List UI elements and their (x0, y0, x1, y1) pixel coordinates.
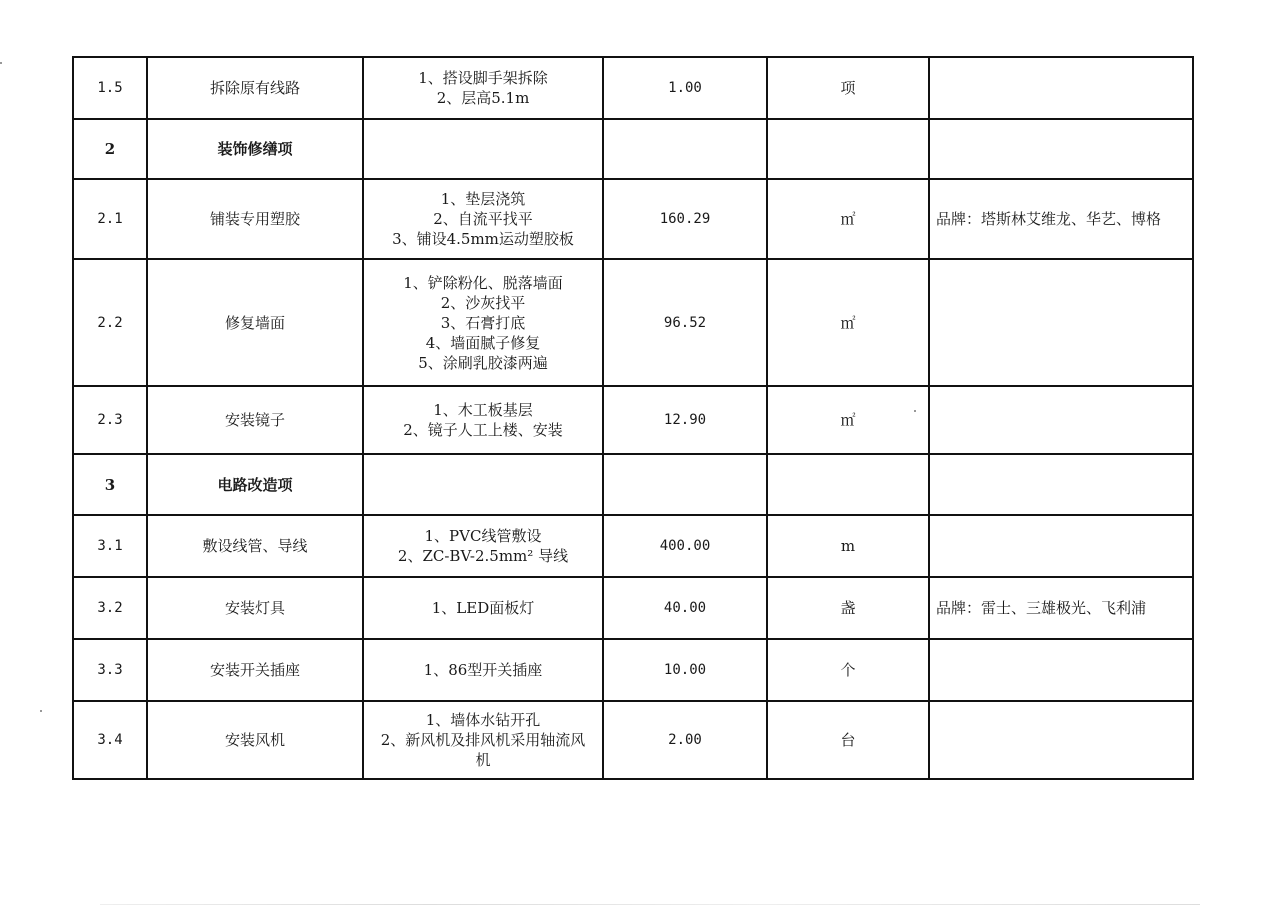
quantity-cell: 96.52 (603, 259, 767, 386)
unit-cell: 个 (767, 639, 929, 701)
table-row (73, 386, 1193, 454)
remark-cell (929, 259, 1193, 386)
description-line: 4、墙面腻子修复 (425, 333, 541, 352)
description-line: 机 (475, 751, 491, 769)
description-line: 3、铺设4.5mm运动塑胶板 (392, 230, 574, 248)
item-number-cell: 2.2 (73, 259, 147, 386)
item-description-cell (363, 639, 603, 701)
table-row (73, 179, 1193, 259)
item-description-cell (363, 386, 603, 454)
table-row (73, 577, 1193, 639)
item-name-cell: 安装镜子 (147, 386, 363, 454)
remark-cell (929, 386, 1193, 454)
unit-cell (767, 119, 929, 179)
item-description-cell (363, 259, 603, 386)
unit-cell: m (767, 515, 929, 577)
item-name-cell: 电路改造项 (147, 454, 363, 515)
description-line: 2、自流平找平 (433, 210, 533, 228)
item-description-cell (363, 701, 603, 779)
item-description-cell (363, 454, 603, 515)
unit-cell: 台 (767, 701, 929, 779)
description-line: 1、搭设脚手架拆除 (418, 69, 548, 87)
unit-cell: 盏 (767, 577, 929, 639)
remark-cell (929, 701, 1193, 779)
item-number-cell: 3.2 (73, 577, 147, 639)
item-name-cell: 拆除原有线路 (147, 57, 363, 119)
description-line: 3、石膏打底 (440, 313, 526, 332)
description-line: 1、LED面板灯 (431, 599, 535, 617)
item-description-cell (363, 57, 603, 119)
quote-sheet (72, 56, 1194, 780)
quantity-cell: 12.90 (603, 386, 767, 454)
table-row (73, 57, 1193, 119)
quantity-cell (603, 454, 767, 515)
item-description-cell (363, 179, 603, 259)
scan-speck (914, 410, 916, 412)
unit-cell (767, 454, 929, 515)
scan-speck (40, 710, 42, 712)
description-line: 2、层高5.1m (436, 89, 530, 107)
description-line: 1、垫层浇筑 (440, 190, 526, 208)
scan-speck (0, 62, 2, 64)
description-line: 1、铲除粉化、脱落墙面 (403, 273, 563, 292)
item-number-cell: 3.4 (73, 701, 147, 779)
remark-cell: 品牌：塔斯林艾维龙、华艺、博格 (929, 179, 1193, 259)
item-number-cell: 1.5 (73, 57, 147, 119)
item-number-cell: 3.1 (73, 515, 147, 577)
item-number-cell: 2.3 (73, 386, 147, 454)
unit-cell: ㎡ (767, 386, 929, 454)
quantity-cell: 160.29 (603, 179, 767, 259)
item-number-cell: 2.1 (73, 179, 147, 259)
section-row (73, 454, 1193, 515)
table-body (73, 57, 1193, 779)
description-line: 2、新风机及排风机采用轴流风 (380, 731, 586, 749)
remark-cell (929, 57, 1193, 119)
item-description-cell (363, 515, 603, 577)
scan-edge (100, 904, 1200, 905)
section-row (73, 119, 1193, 179)
remark-cell: 品牌：雷士、三雄极光、飞利浦 (929, 577, 1193, 639)
description-line: 2、镜子人工上楼、安装 (403, 421, 563, 439)
remark-cell (929, 639, 1193, 701)
quantity-cell: 400.00 (603, 515, 767, 577)
item-name-cell: 敷设线管、导线 (147, 515, 363, 577)
remark-cell (929, 515, 1193, 577)
table-row (73, 701, 1193, 779)
quantity-cell (603, 119, 767, 179)
quantity-cell: 40.00 (603, 577, 767, 639)
table-row (73, 259, 1193, 386)
table-row (73, 639, 1193, 701)
unit-cell: ㎡ (767, 259, 929, 386)
item-number-cell: 3 (73, 454, 147, 515)
item-number-cell: 3.3 (73, 639, 147, 701)
unit-cell: 项 (767, 57, 929, 119)
description-line: 1、86型开关插座 (423, 661, 543, 679)
description-line: 1、墙体水钻开孔 (425, 711, 541, 729)
description-line: 1、PVC线管敷设 (424, 527, 542, 545)
item-name-cell: 铺装专用塑胶 (147, 179, 363, 259)
remark-cell (929, 454, 1193, 515)
description-line: 5、涂刷乳胶漆两遍 (418, 353, 548, 372)
item-name-cell: 装饰修缮项 (147, 119, 363, 179)
item-number-cell: 2 (73, 119, 147, 179)
quantity-cell: 10.00 (603, 639, 767, 701)
quantity-cell: 2.00 (603, 701, 767, 779)
table-row (73, 515, 1193, 577)
remark-cell (929, 119, 1193, 179)
bill-of-quantities-table (72, 56, 1194, 780)
quantity-cell: 1.00 (603, 57, 767, 119)
description-line: 2、沙灰找平 (440, 293, 526, 312)
item-name-cell: 安装风机 (147, 701, 363, 779)
item-name-cell: 修复墙面 (147, 259, 363, 386)
item-description-cell (363, 577, 603, 639)
description-line: 2、ZC-BV-2.5mm² 导线 (397, 547, 569, 565)
description-line: 1、木工板基层 (433, 401, 533, 419)
item-name-cell: 安装开关插座 (147, 639, 363, 701)
item-name-cell: 安装灯具 (147, 577, 363, 639)
item-description-cell (363, 119, 603, 179)
unit-cell: ㎡ (767, 179, 929, 259)
